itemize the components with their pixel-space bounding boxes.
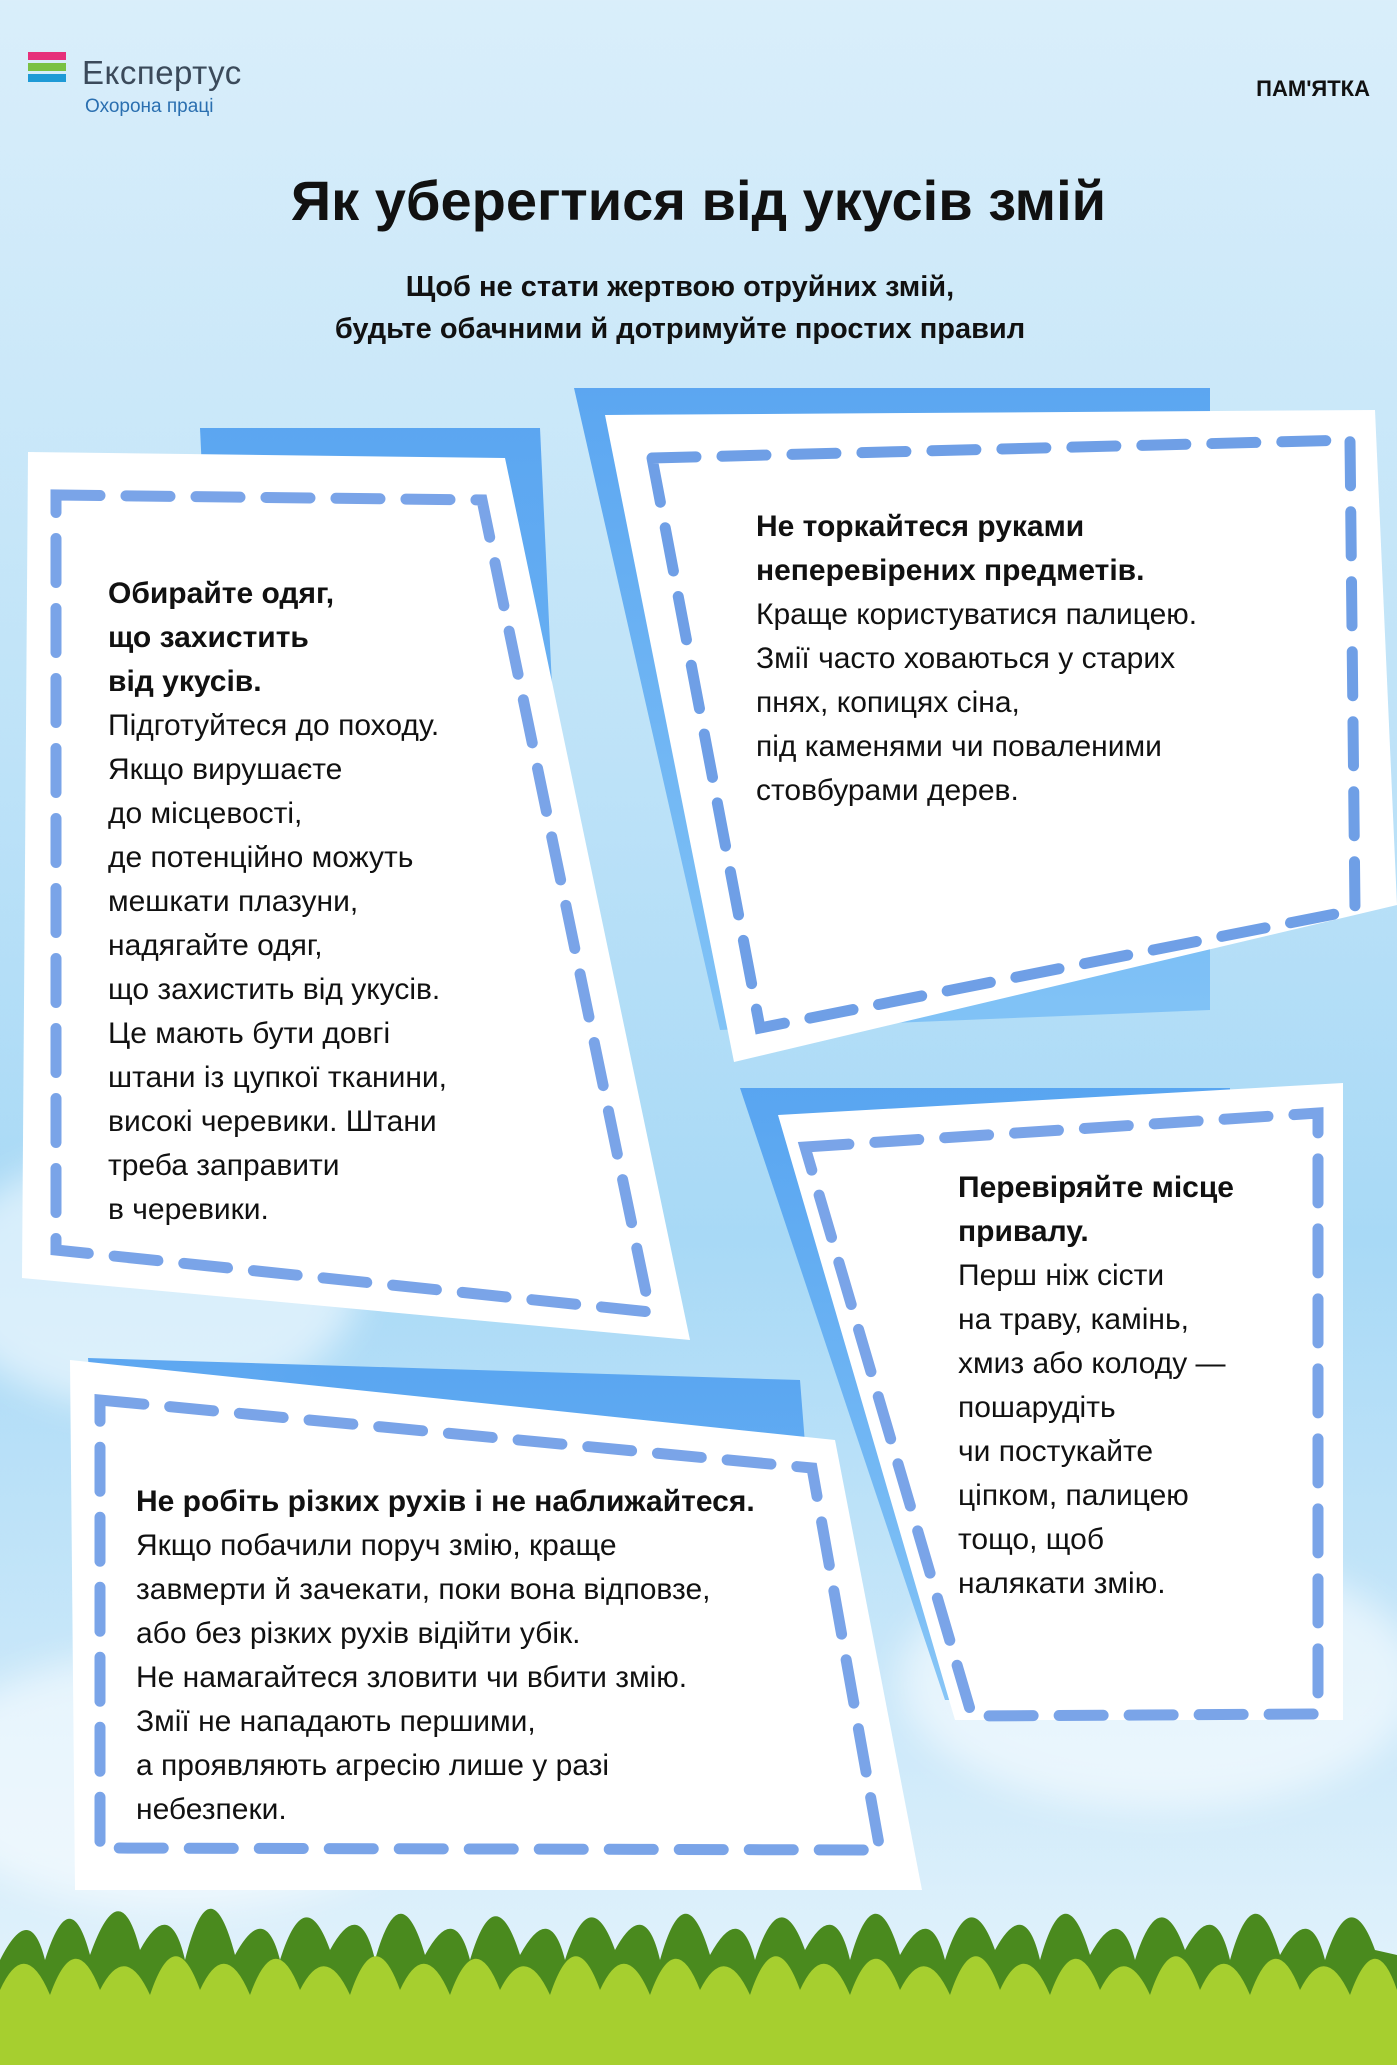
card-body-line: Краще користуватися палицею. (756, 598, 1198, 631)
card-heading: Перевіряйте місце (958, 1171, 1234, 1204)
card-body-line: Перш ніж сісти (958, 1259, 1165, 1292)
card-body-line: пнях, копицях сіна, (756, 686, 1020, 719)
card-body-line: небезпеки. (136, 1793, 287, 1826)
card-body-line: Підготуйтеся до походу. (108, 709, 440, 742)
card-heading: що захистить (108, 621, 309, 654)
card-clothing-text (108, 572, 447, 1232)
card-body-line: тощо, щоб (958, 1523, 1105, 1556)
logo-subtitle: Охорона праці (85, 96, 214, 117)
card-body-line: високі черевики. Штани (108, 1105, 437, 1138)
card-body-line: мешкати плазуни, (108, 885, 359, 918)
card-body-line: Не намагайтеся зловити чи вбити змію. (136, 1661, 688, 1694)
card-no-sudden-moves-text (136, 1480, 755, 1832)
card-body-line: треба заправити (108, 1149, 340, 1182)
card-body-line: чи постукайте (958, 1435, 1154, 1468)
subtitle-line: Щоб не стати жертвою отруйних змій, (405, 271, 955, 303)
grass-border (0, 1909, 1397, 2065)
card-body-line: Змії не нападають першими, (136, 1705, 536, 1738)
card-body-line: стовбурами дерев. (756, 774, 1019, 807)
page-title: Як уберегтися від укусів змій (290, 169, 1107, 232)
card-heading: Обирайте одяг, (108, 577, 335, 610)
card-heading: неперевірених предметів. (756, 554, 1145, 587)
card-body-line: хмиз або колоду — (958, 1347, 1226, 1380)
card-body-line: на траву, камінь, (958, 1303, 1189, 1336)
card-body-line: Якщо вирушаєте (108, 753, 343, 786)
card-heading: від укусів. (108, 665, 262, 698)
card-body-line: надягайте одяг, (108, 929, 323, 962)
subtitle-line: будьте обачними й дотримуйте простих правил (334, 313, 1026, 345)
card-body-line: штани із цупкої тканини, (108, 1061, 448, 1094)
card-heading: привалу. (958, 1215, 1089, 1248)
card-body-line: ціпком, палицею (958, 1479, 1189, 1512)
card-body-line: Змії часто ховаються у старих (756, 642, 1176, 675)
card-body-line: де потенційно можуть (108, 841, 414, 874)
card-body-line: в черевики. (108, 1193, 269, 1226)
card-body-line: а проявляють агресію лише у разі (136, 1749, 610, 1782)
card-body-line: що захистить від укусів. (108, 973, 441, 1006)
document-type: ПАМ'ЯТКА (1256, 76, 1370, 101)
card-body-line: до місцевості, (108, 797, 303, 830)
card-heading: Не торкайтеся руками (756, 510, 1085, 543)
card-body-line: Це мають бути довгі (108, 1017, 391, 1050)
card-body-line: або без різких рухів відійти убік. (136, 1617, 581, 1650)
card-body-line: пошарудіть (958, 1391, 1116, 1424)
card-body-line: Якщо побачили поруч змію, краще (136, 1529, 617, 1562)
card-rest-spot-text (958, 1166, 1234, 1606)
card-body-line: під каменями чи поваленими (756, 730, 1162, 763)
card-body-line: налякати змію. (958, 1567, 1166, 1600)
card-objects-text (756, 505, 1197, 813)
logo-name: Експертус (82, 54, 242, 91)
card-body-line: завмерти й зачекати, поки вона відповзе, (136, 1573, 711, 1606)
card-heading: Не робіть різких рухів і не наближайтеся. (136, 1485, 755, 1518)
